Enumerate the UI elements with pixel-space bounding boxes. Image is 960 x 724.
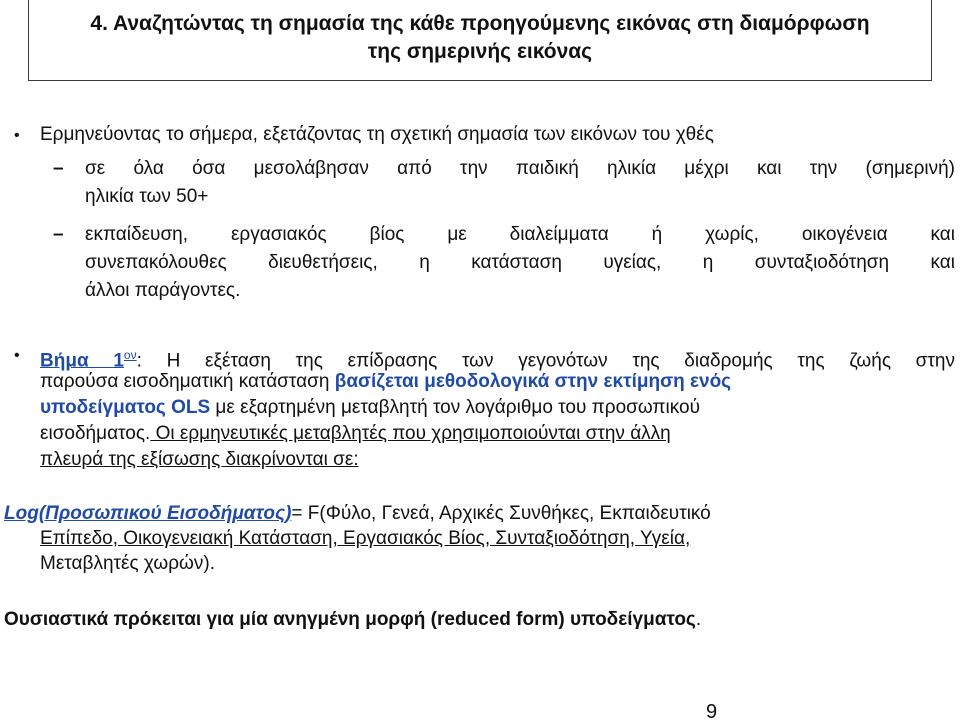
page-number: 9 [706,701,718,723]
bullet-2-line-4-plain: εισοδήματος. [40,423,151,444]
bullet-2-line-2 [40,370,731,394]
bullet-2-line-3-plain: με εξαρτημένη μεταβλητή τον λογάριθμο του προσωπικού [210,397,700,418]
conclusion [4,608,701,632]
bullet-1-marker: • [14,127,20,144]
bullet-2-line-2-bold: βασίζεται μεθοδολογικά στην εκτίμηση ενός [334,371,732,392]
ols-model-label: υποδείγματος OLS [40,397,211,418]
equation-lhs: Log(Προσωπικού Εισοδήματος) [4,503,292,524]
slide-title [28,0,932,81]
slide-title-line-2: της σημερινής εικόνας [367,40,593,63]
step-superscript: ον [123,348,137,362]
bullet-2-line-2-plain: παρούσα εισοδηματική κατάσταση [40,371,335,392]
bullet-2-line-5-underlined: πλευρά της εξίσωσης διακρίνονται σε: [40,449,359,470]
bullet-2-line-1-rest: : Η εξέταση της επίδρασης των γεγονότων της διαδρομής της ζωής στην [136,350,955,372]
equation-line-2: Επίπεδο, Οικογενειακή Κατάσταση, Εργασιακός Βίος, Συνταξιοδότηση, Υγεία, [40,528,691,549]
sub-bullet-2-line-2: συνεπακόλουθες διευθετήσεις, η κατάσταση υγείας, η συνταξιοδότηση και [85,252,955,273]
sub-bullet-2-line-1: εκπαίδευση, εργασιακός βίος με διαλείμματα ή χωρίς, οικογένεια και [85,224,955,245]
bullet-2-line-3 [40,396,955,420]
bullet-2-line-5 [40,448,359,472]
sub-bullet-1-line-2: ηλικία των 50+ [85,186,209,207]
sub-bullet-1-line-1: σε όλα όσα μεσολάβησαν από την παιδική ηλικία μέχρι και την (σημερινή) [85,158,955,179]
bullet-2-line-4 [40,422,671,446]
sub-bullet-2-line-3: άλλοι παράγοντες. [85,280,241,301]
bullet-2-marker: • [14,347,20,364]
sub-bullet-2-marker: – [53,224,64,245]
sub-bullet-1-marker: – [53,158,64,179]
conclusion-period: . [695,609,702,630]
bullet-2-line-4-underlined: Οι ερμηνευτικές μεταβλητές που χρησιμοποιούνται στην άλλη [150,423,671,444]
conclusion-text: Ουσιαστικά πρόκειται για μία ανηγμένη μορφή (reduced form) υποδείγματος [4,609,696,630]
equation-rhs-line-1: = F(Φύλο, Γενεά, Αρχικές Συνθήκες, Εκπαιδευτικό [291,503,711,524]
equation-line-1 [4,502,711,526]
bullet-1-text: Ερμηνεύοντας το σήμερα, εξετάζοντας τη σχετική σημασία των εικόνων του χθές [40,124,714,145]
bullet-2-line-1 [40,343,955,373]
equation-line-3: Μεταβλητές χωρών). [40,553,215,574]
slide-title-line-1: 4. Αναζητώντας τη σημασία της κάθε προηγούμενης εικόνας στη διαμόρφωση [90,12,870,35]
step-label: Βήμα 1 [40,350,124,372]
